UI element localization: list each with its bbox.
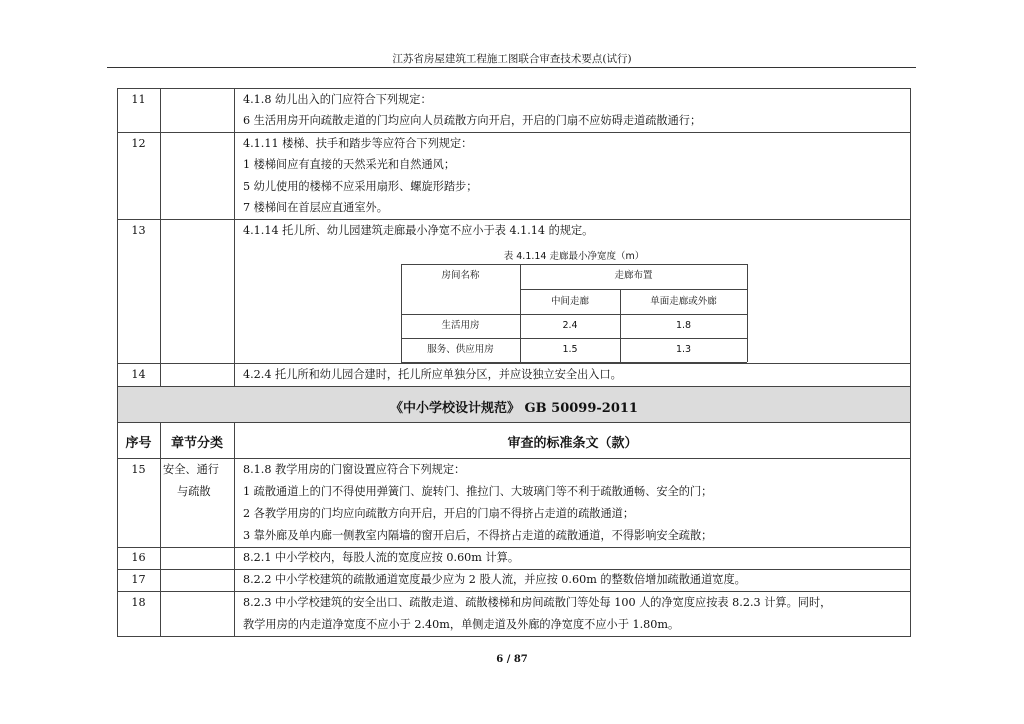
clause-line: 1 楼梯间应有直接的天然采光和自然通风； [243, 158, 456, 171]
table-rule [117, 88, 911, 89]
clause-line: 8.1.8 教学用房的门窗设置应符合下列规定： [243, 463, 466, 476]
row-number: 11 [131, 93, 146, 106]
table-rule [160, 88, 161, 386]
table-rule [910, 88, 911, 386]
table-rule [401, 314, 747, 315]
table-rule [117, 422, 911, 423]
inner-cell: 1.5 [562, 344, 578, 355]
row-number: 18 [131, 596, 146, 609]
table-rule [117, 386, 911, 387]
row-number: 16 [131, 551, 146, 564]
col-header-number: 序号 [125, 436, 152, 451]
table-rule [117, 591, 911, 592]
clause-line: 1 疏散通道上的门不得使用弹簧门、旋转门、推拉门、大玻璃门等不利于疏散通畅、安全的门； [243, 485, 713, 498]
table-rule [117, 386, 118, 422]
clause-line: 3 靠外廊及单内廊一侧教室内隔墙的窗开启后，不得挤占走道的疏散通道，不得影响安全疏散； [243, 529, 713, 542]
row-number: 14 [131, 368, 146, 381]
clause-line: 4.2.4 托儿所和幼儿园合建时，托儿所应单独分区，并应设独立安全出入口。 [243, 368, 622, 381]
table-rule [910, 386, 911, 422]
clause-line: 8.2.1 中小学校内，每股人流的宽度应按 0.60m 计算。 [243, 551, 520, 564]
row-number: 13 [131, 224, 146, 237]
table-rule [401, 362, 747, 363]
col-header-clause: 审查的标准条文（款） [507, 436, 638, 451]
clause-line: 4.1.11 楼梯、扶手和踏步等应符合下列规定： [243, 137, 473, 150]
col-header-chapter: 章节分类 [170, 436, 223, 451]
table-rule [160, 422, 161, 637]
clause-line: 5 幼儿使用的楼梯不应采用扇形、螺旋形踏步； [243, 180, 478, 193]
table-rule [117, 636, 911, 637]
inner-sub-header: 中间走廊 [550, 296, 589, 307]
table-rule [234, 88, 235, 386]
clause-line: 2 各教学用房的门均应向疏散方向开启，开启的门扇不得挤占走道的疏散通道； [243, 507, 635, 520]
table-rule [234, 422, 235, 637]
inner-cell: 1.3 [675, 344, 692, 355]
table-rule [401, 264, 747, 265]
document-header: 江苏省房屋建筑工程施工图联合审查技术要点(试行) [392, 53, 632, 65]
inner-cell: 2.4 [562, 320, 578, 331]
inner-cell: 1.8 [675, 320, 692, 331]
table-rule [117, 547, 911, 548]
section-title: 《中小学校设计规范》 GB 50099-2011 [390, 401, 638, 416]
inner-sub-header: 单面走廊或外廊 [650, 296, 717, 307]
clause-line: 4.1.8 幼儿出入的门应符合下列规定： [243, 93, 432, 106]
table-rule [117, 569, 911, 570]
table-rule [520, 289, 747, 290]
clause-line: 4.1.14 托儿所、幼儿园建筑走廊最小净宽不应小于表 4.1.14 的规定。 [243, 224, 594, 237]
clause-line: 6 生活用房开向疏散走道的门均应向人员疏散方向开启，开启的门扇不应妨碍走道疏散通行； [243, 114, 702, 127]
row-number: 15 [131, 463, 146, 476]
inner-cell: 服务、供应用房 [427, 344, 494, 355]
inner-group-header: 走廊布置 [614, 270, 653, 281]
page-number: 6 / 87 [496, 654, 528, 665]
inner-col-header: 房间名称 [441, 270, 480, 281]
corridor-width-table [401, 264, 747, 362]
clause-line: 教学用房的内走道净宽度不应小于 2.40m，单侧走道及外廊的净宽度不应小于 1.80m。 [243, 618, 680, 631]
clause-line: 8.2.2 中小学校建筑的疏散通道宽度最少应为 2 股人流，并应按 0.60m 的整数倍增加疏散通道宽度。 [243, 573, 746, 586]
review-table [117, 88, 911, 637]
table-rule [910, 422, 911, 637]
row-number: 12 [131, 137, 146, 150]
table-rule [117, 458, 911, 459]
inner-cell: 生活用房 [441, 320, 480, 331]
chapter-label: 安全、通行 [163, 463, 219, 476]
table-rule [117, 219, 911, 220]
inner-table-caption: 表 4.1.14 走廊最小净宽度（m） [503, 251, 645, 262]
header-rule [107, 67, 916, 68]
table-rule [401, 338, 747, 339]
clause-line: 7 楼梯间在首层应直通室外。 [243, 201, 388, 214]
table-rule [747, 264, 748, 362]
row-number: 17 [131, 573, 146, 586]
chapter-label: 与疏散 [177, 485, 211, 498]
table-rule [117, 363, 911, 364]
table-rule [117, 132, 911, 133]
clause-line: 8.2.3 中小学校建筑的安全出口、疏散走道、疏散楼梯和房间疏散门等处每 100 人的净宽度应按表 8.2.3 计算。同时， [243, 596, 832, 609]
